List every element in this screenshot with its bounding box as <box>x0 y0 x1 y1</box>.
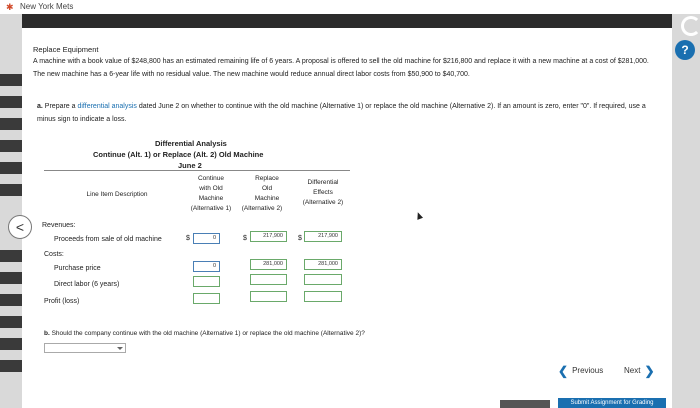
next-button[interactable] <box>624 364 655 378</box>
labor-diff-input[interactable] <box>304 274 342 285</box>
differential-analysis-link[interactable]: differential analysis <box>77 103 137 110</box>
profit-alt2-input[interactable] <box>250 291 287 302</box>
left-sidebar <box>0 14 22 408</box>
row-label-proceeds: Proceeds from sale of old machine <box>54 236 162 243</box>
row-label-revenues: Revenues: <box>42 222 76 229</box>
back-arrow-icon[interactable]: < <box>8 215 32 239</box>
row-label-costs: Costs: <box>44 251 64 258</box>
sidebar-stripe <box>0 184 22 196</box>
part-a-prefix: a. <box>37 103 43 110</box>
previous-label: Previous <box>572 366 604 375</box>
part-b-prefix: b. <box>44 330 50 337</box>
sidebar-stripe <box>0 338 22 350</box>
purchase-alt1-input[interactable]: 0 <box>193 261 220 272</box>
sidebar-stripe <box>0 250 22 262</box>
sidebar-stripe <box>0 118 22 130</box>
col-header-alt2 <box>235 174 299 214</box>
row-label-profit: Profit (loss) <box>44 298 80 305</box>
browser-tab-bar <box>0 0 700 14</box>
table-divider <box>44 170 350 171</box>
part-b-question <box>44 330 365 337</box>
next-label: Next <box>624 366 641 375</box>
question-title: Replace Equipment <box>33 45 99 54</box>
labor-alt2-input[interactable] <box>250 274 287 285</box>
col-header-description: Line Item Description <box>86 191 148 198</box>
loading-ring-icon <box>681 16 700 36</box>
purchase-diff-input[interactable]: 281,000 <box>304 259 342 270</box>
sidebar-stripe <box>0 74 22 86</box>
table-subheading: Continue (Alt. 1) or Replace (Alt. 2) Old Machine <box>93 150 264 159</box>
proceeds-diff-input[interactable]: 217,900 <box>304 231 342 242</box>
currency-symbol: $ <box>243 235 247 242</box>
col1-line1: Continue <box>197 175 225 182</box>
sidebar-stripe <box>0 96 22 108</box>
sidebar-stripe <box>0 140 22 152</box>
bottom-progress-bar <box>500 400 550 408</box>
sidebar-stripe <box>0 316 22 328</box>
right-sidebar <box>672 14 700 408</box>
part-b-answer-select[interactable] <box>44 343 126 353</box>
window-title: New York Mets <box>20 2 74 11</box>
row-label-labor: Direct labor (6 years) <box>54 281 120 288</box>
part-a-instructions <box>37 100 657 126</box>
col3-line2: Effects <box>313 189 333 196</box>
currency-symbol: $ <box>186 235 190 242</box>
proceeds-alt2-input[interactable]: 217,900 <box>250 231 287 242</box>
purchase-alt2-input[interactable]: 281,000 <box>250 259 287 270</box>
col3-line1: Differential <box>307 179 339 186</box>
part-b-text: Should the company continue with the old machine (Alternative 1) or replace the old machine (Alternative 2)? <box>51 330 365 337</box>
previous-button[interactable] <box>558 364 603 378</box>
part-a-text-1: Prepare a <box>44 103 78 110</box>
tab-favicon-icon: ✱ <box>6 2 14 12</box>
table-heading: Differential Analysis <box>155 139 227 148</box>
sidebar-stripe <box>0 272 22 284</box>
col2-line4: (Alternative 2) <box>241 205 283 212</box>
profit-diff-input[interactable] <box>304 291 342 302</box>
sidebar-stripe <box>0 360 22 372</box>
col2-line3: Machine <box>254 195 280 202</box>
labor-alt1-input[interactable] <box>193 276 220 287</box>
part-a-text-2: dated June 2 on whether to continue with the old machine (Alternative 1) or replace the old machine (Alternative 2). If an amount is zero, enter "0". If required, use a minus sign to indicate a loss. <box>37 103 646 123</box>
profit-alt1-input[interactable] <box>193 293 220 304</box>
col-header-differential <box>293 178 353 208</box>
chevron-right-icon: ❯ <box>644 364 655 378</box>
table-date: June 2 <box>178 161 202 170</box>
col1-line2: with Old <box>199 185 223 192</box>
proceeds-alt1-input[interactable]: 0 <box>193 233 220 244</box>
submit-assignment-button[interactable]: Submit Assignment for Grading <box>558 398 666 408</box>
col2-line1: Replace <box>255 175 279 182</box>
row-label-purchase: Purchase price <box>54 265 101 272</box>
sidebar-stripe <box>0 162 22 174</box>
col1-line3: Machine <box>198 195 224 202</box>
chevron-left-icon: ❮ <box>558 364 569 378</box>
col2-line2: Old <box>261 185 273 192</box>
question-description: A machine with a book value of $248,800 has an estimated remaining life of 6 years. A proposal is offered to sell the old machine for $216,800 and replace it with a new machine at a cost of $281,000. The new machine has a 6-year life with no residual value. The new machine would reduce annual direct labor costs from $50,900 to $40,700. <box>33 58 649 78</box>
currency-symbol: $ <box>298 235 302 242</box>
sidebar-stripe <box>0 294 22 306</box>
help-button[interactable]: ? <box>675 40 695 60</box>
col1-line4: (Alternative 1) <box>190 205 232 212</box>
col3-line3: (Alternative 2) <box>302 199 344 206</box>
